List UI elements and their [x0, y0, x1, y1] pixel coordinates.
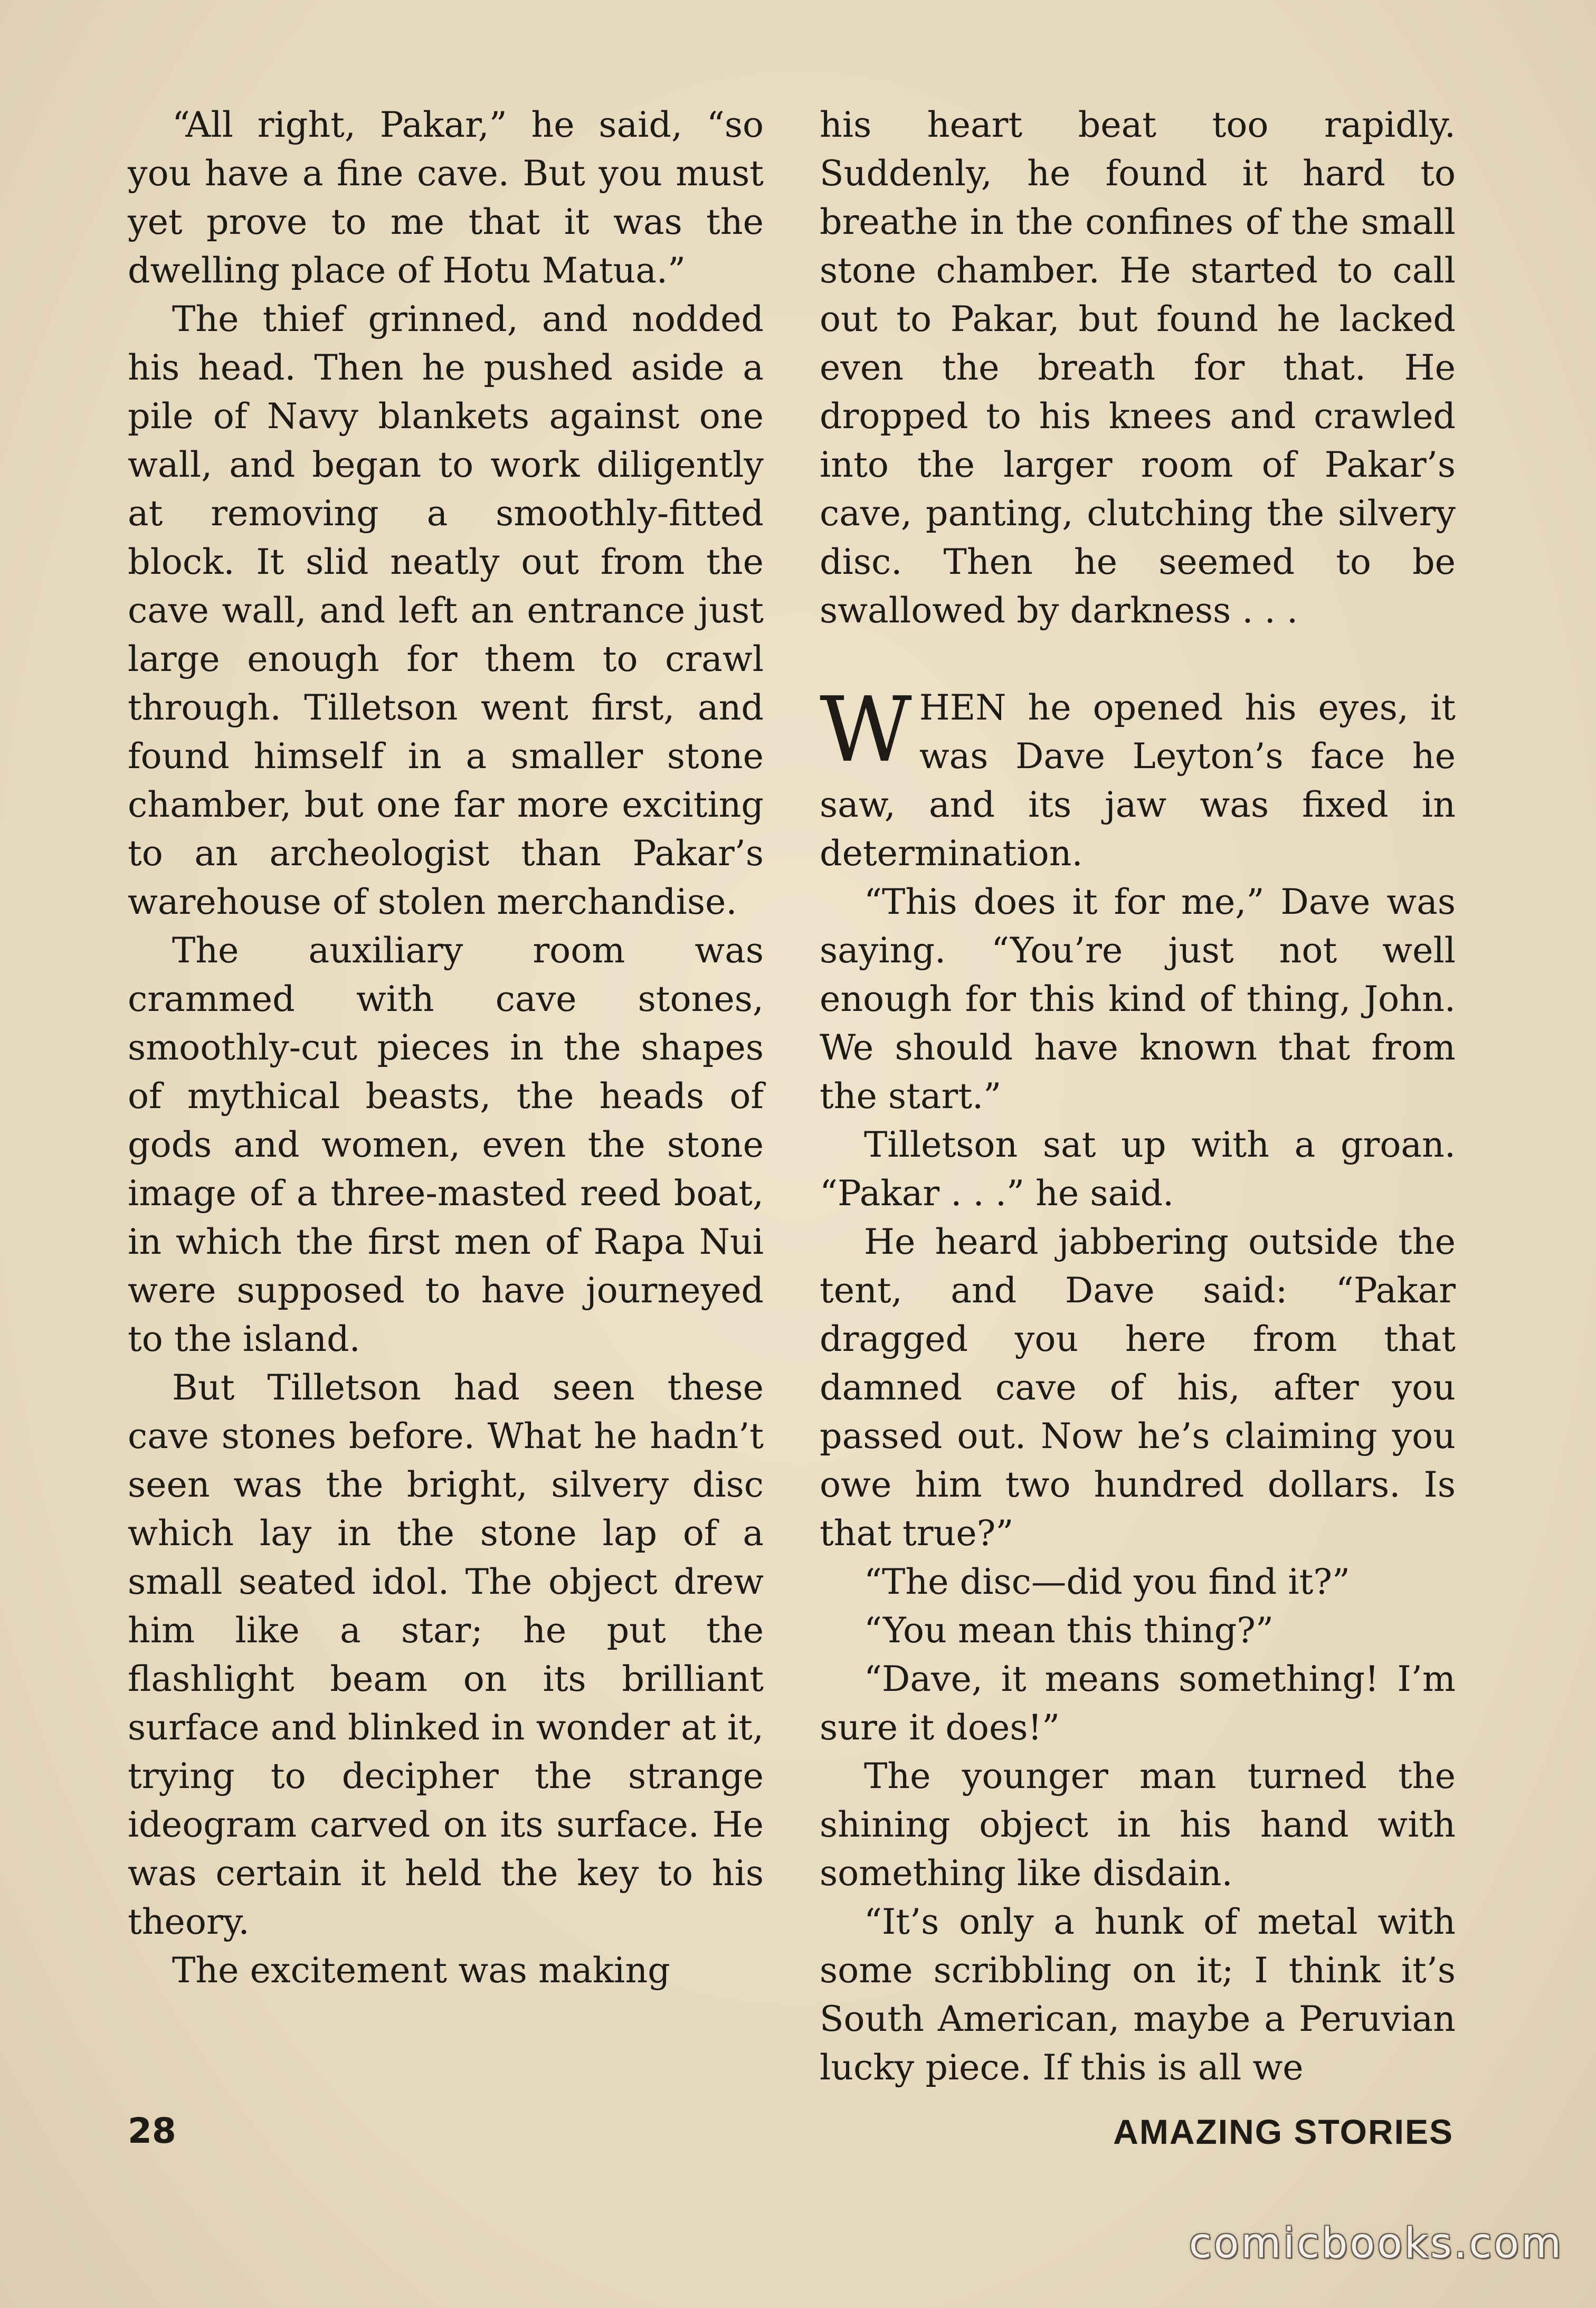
paragraph: “It’s only a hunk of metal with some scribbling on it; I think it’s South American, maybe a Peruvian lucky piece. If this is all we [820, 1901, 1456, 2088]
paragraph: Tilletson sat up with a groan. “Pakar . . .” he said. [820, 1124, 1456, 1214]
paragraph: The younger man turned the shining object in his hand with something like disdain. [820, 1755, 1456, 1894]
opening-text: HEN he opened his eyes, it was Dave Leyton’s face he saw, and its jaw was fixed in determination. [820, 687, 1456, 874]
paragraph: He heard jabbering outside the tent, and Dave said: “Pakar dragged you here from that damned cave of his, after you passed out. Now he’s claiming you owe him two hundred dollars. Is that true?” [820, 1221, 1456, 1554]
paragraph: But Tilletson had seen these cave stones before. What he hadn’t seen was the bright, silvery disc which lay in the stone lap of a small seated idol. The object drew him like a star; he put the flashlight beam on its brilliant surface and blinked in wonder at it, trying to decipher the strange ideogram carved on its surface. He was certain it held the key to his theory. [128, 1367, 764, 1942]
paragraph: “This does it for me,” Dave was saying. “You’re just not well enough for this kind of thing, John. We should have known that from the start.” [820, 881, 1456, 1117]
paragraph: “Dave, it means something! I’m sure it does!” [820, 1658, 1456, 1748]
running-head: AMAZING STORIES [1113, 2112, 1454, 2151]
right-column [820, 100, 1456, 2092]
paragraph: The auxiliary room was crammed with cave stones, smoothly-cut pieces in the shapes of mythical beasts, the heads of gods and women, even the stone image of a three-masted reed boat, in which the first men of Rapa Nui were supposed to have journeyed to the island. [128, 930, 764, 1359]
left-column [128, 100, 764, 1994]
page-number: 28 [128, 2111, 176, 2151]
watermark: comicbooks.com [1189, 2220, 1563, 2267]
paragraph: “All right, Pakar,” he said, “so you have a fine cave. But you must yet prove to me that it was the dwelling place of Hotu Matua.” [128, 104, 764, 291]
paragraph: The thief grinned, and nodded his head. Then he pushed aside a pile of Navy blankets against one wall, and began to work diligently at removing a smoothly-fitted block. It slid neatly out from the cave wall, and left an entrance just large enough for them to crawl through. Tilletson went first, and found himself in a smaller stone chamber, but one far more exciting to an archeologist than Pakar’s warehouse of stolen merchandise. [128, 298, 764, 922]
paragraph-continued: his heart beat too rapidly. Suddenly, he found it hard to breathe in the confines of the small stone chamber. He started to call out to Pakar, but found he lacked even the breath for that. He dropped to his knees and crawled into the larger room of Pakar’s cave, panting, clutching the silvery disc. Then he seemed to be swallowed by darkness . . . [820, 104, 1456, 631]
paragraph: The excitement was making [172, 1950, 670, 1991]
section-opening-paragraph [820, 678, 1456, 877]
paragraph: “You mean this thing?” [864, 1610, 1274, 1651]
section-break [820, 635, 1456, 683]
drop-cap: W [820, 678, 912, 782]
paragraph: “The disc—did you find it?” [864, 1561, 1351, 1602]
